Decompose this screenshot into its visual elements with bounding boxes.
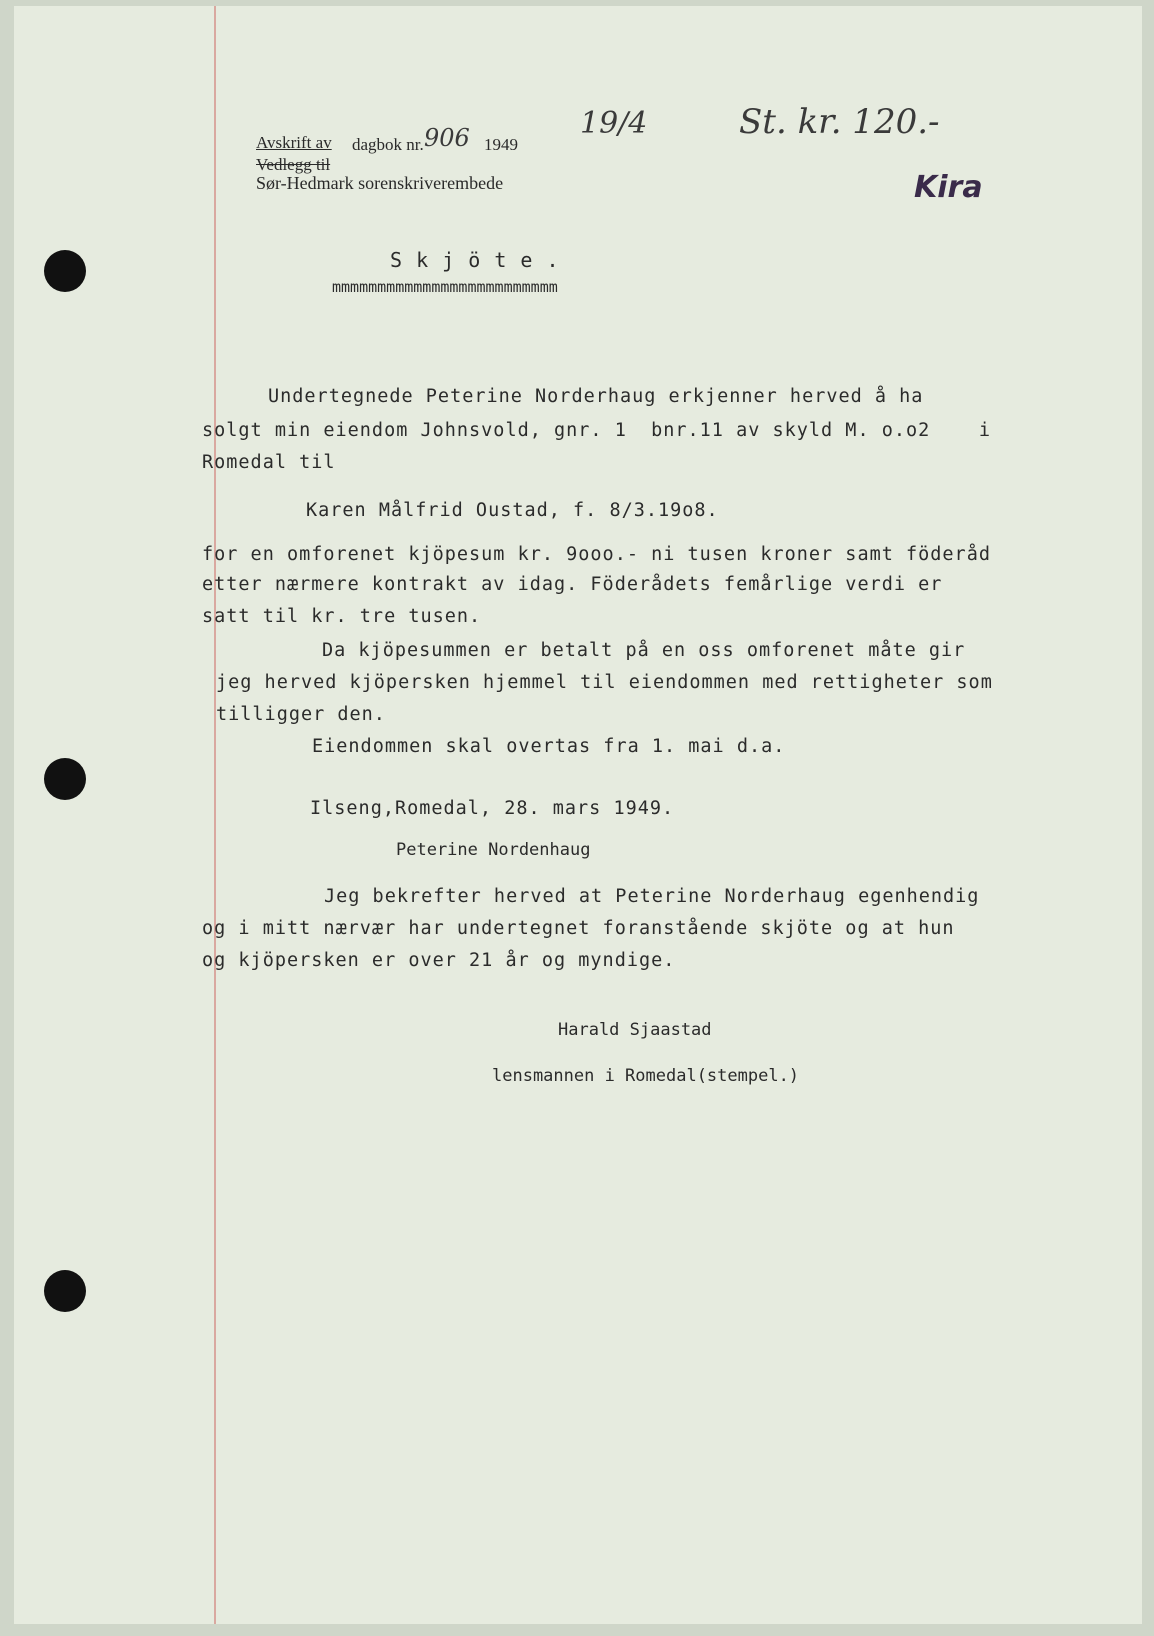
body-line: for en omforenet kjöpesum kr. 9ooo.- ni tusen kroner samt föderåd [202,544,991,565]
body-line: Karen Målfrid Oustad, f. 8/3.19o8. [306,500,719,521]
body-line: og i mitt nærvær har undertegnet foranstående skjöte og at hun [202,918,955,939]
margin-line [214,6,216,1624]
body-line: solgt min eiendom Johnsvold, gnr. 1 bnr.11 av skyld M. o.o2 i [202,420,991,441]
place-date-line: Ilseng,Romedal, 28. mars 1949. [310,798,675,819]
body-line: satt til kr. tre tusen. [202,606,482,627]
office-name: Sør-Hedmark sorenskriverembede [256,173,504,193]
dagbok-label: dagbok nr. [352,135,424,154]
witness-name: Harald Sjaastad [558,1020,712,1040]
body-line: Romedal til [202,452,336,473]
avskrift-label: Avskrift av [256,133,332,152]
initials-stamp: Kira [914,170,983,205]
document-page [14,6,1142,1624]
body-line: Jeg bekrefter herved at Peterine Norderhaug egenhendig [324,886,980,907]
body-line: tilligger den. [216,704,386,725]
year: 1949 [484,135,518,154]
date: 19/4 [580,106,648,141]
body-line: og kjöpersken er over 21 år og myndige. [202,950,676,971]
body-line: etter nærmere kontrakt av idag. Föderådets femårlige verdi er [202,574,943,595]
document-title: S k j ö t e . [390,248,560,272]
dagbok-number: 906 [424,124,470,152]
fee: St. kr. 120.- [739,102,940,142]
body-line: Undertegnede Peterine Norderhaug erkjenner herved å ha [268,386,924,407]
body-line: jeg herved kjöpersken hjemmel til eiendommen med rettigheter som [216,672,993,693]
punch-hole-middle [44,758,86,800]
punch-hole-bottom [44,1270,86,1312]
punch-hole-top [44,250,86,292]
body-line: Eiendommen skal overtas fra 1. mai d.a. [312,736,786,757]
vedlegg-label: Vedlegg til [256,155,331,174]
seller-signature: Peterine Nordenhaug [396,840,591,860]
body-line: Da kjöpesummen er betalt på en oss omforenet måte gir [322,640,966,661]
witness-title: lensmannen i Romedal(stempel.) [492,1066,800,1086]
title-underline: mmmmmmmmmmmmmmmmmmmmmmmmm [332,278,558,296]
